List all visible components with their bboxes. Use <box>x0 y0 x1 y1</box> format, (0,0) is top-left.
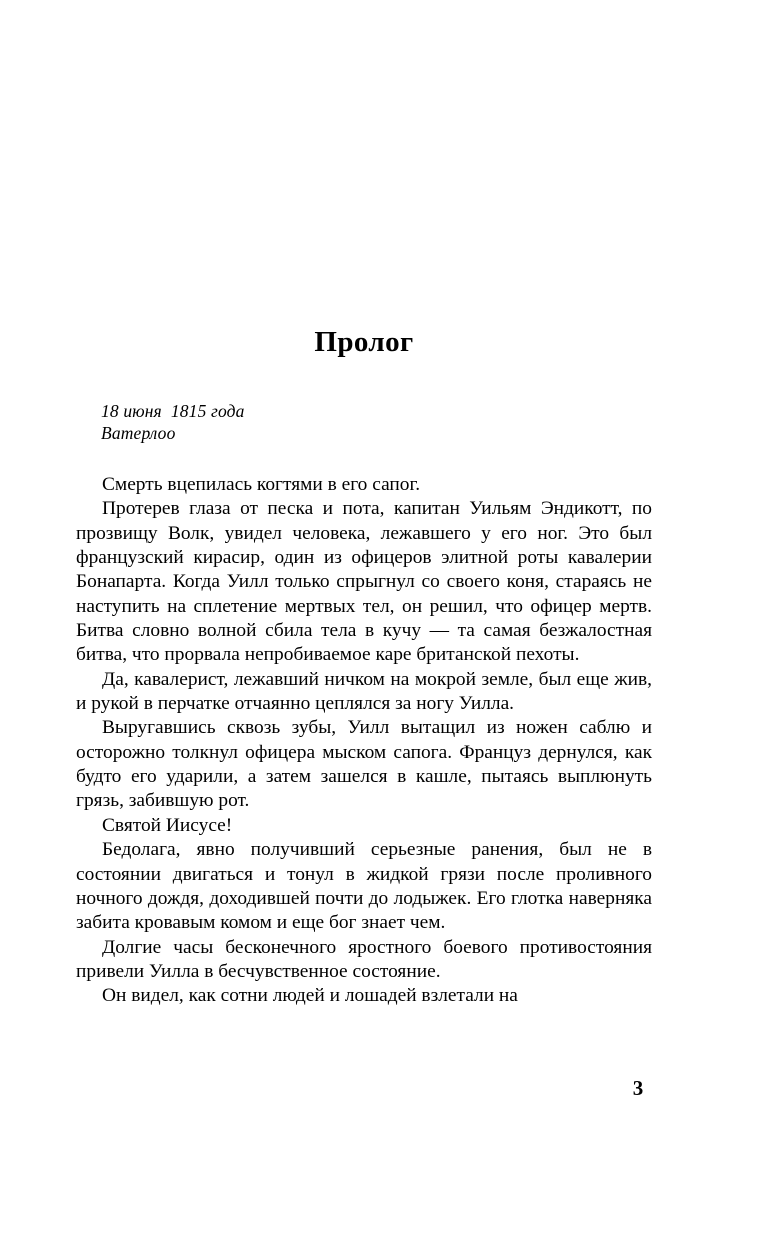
paragraph: Да, кавалерист, лежавший ничком на мокрой земле, был еще жив, и рукой в перчатке отчаянно цеплялся за ногу Уилла. <box>76 668 652 715</box>
page-number: 3 <box>632 1076 644 1100</box>
paragraph: Бедолага, явно получивший серьезные ранения, был не в состоянии двигаться и тонул в жидкой грязи после проливного ночного дождя, доходившей почти до лодыжек. Его глотка наверняка забита кровавым комом и еще бог знает чем. <box>76 839 652 934</box>
body-text <box>76 473 652 1009</box>
dateline-place: Ватерлоо <box>101 423 176 443</box>
paragraph: Святой Иисусе! <box>102 814 233 836</box>
dateline-date: 18 июня 1815 года <box>101 401 245 421</box>
paragraph-continued: Он видел, как сотни людей и лошадей взлетали на <box>102 985 518 1007</box>
paragraph: Протерев глаза от песка и пота, капитан Уильям Эндикотт, по прозвищу Волк, увидел человека, лежавшего у его ног. Это был французский кирасир, один из офицеров элитной роты кавалерии Бонапарта. Когда Уилл только спрыгнул со своего коня, стараясь не наступить на сплетение мертвых тел, он решил, что офицер мертв. Битва словно волной сбила тела в кучу — та самая безжалостная битва, что прорвала непробиваемое каре британской пехоты. <box>76 498 652 666</box>
paragraph: Долгие часы бесконечного яростного боевого противостояния привели Уилла в бесчувственное состояние. <box>76 936 652 982</box>
page-title: Пролог <box>314 326 414 359</box>
paragraph: Смерть вцепилась когтями в его сапог. <box>102 474 421 495</box>
paragraph: Выругавшись сквозь зубы, Уилл вытащил из ножен саблю и осторожно толкнул офицера мыском сапога. Француз дернулся, как будто его ударили, а затем зашелся в кашле, пытаясь выплюнуть грязь, забившую рот. <box>76 717 652 812</box>
dateline <box>101 400 641 444</box>
